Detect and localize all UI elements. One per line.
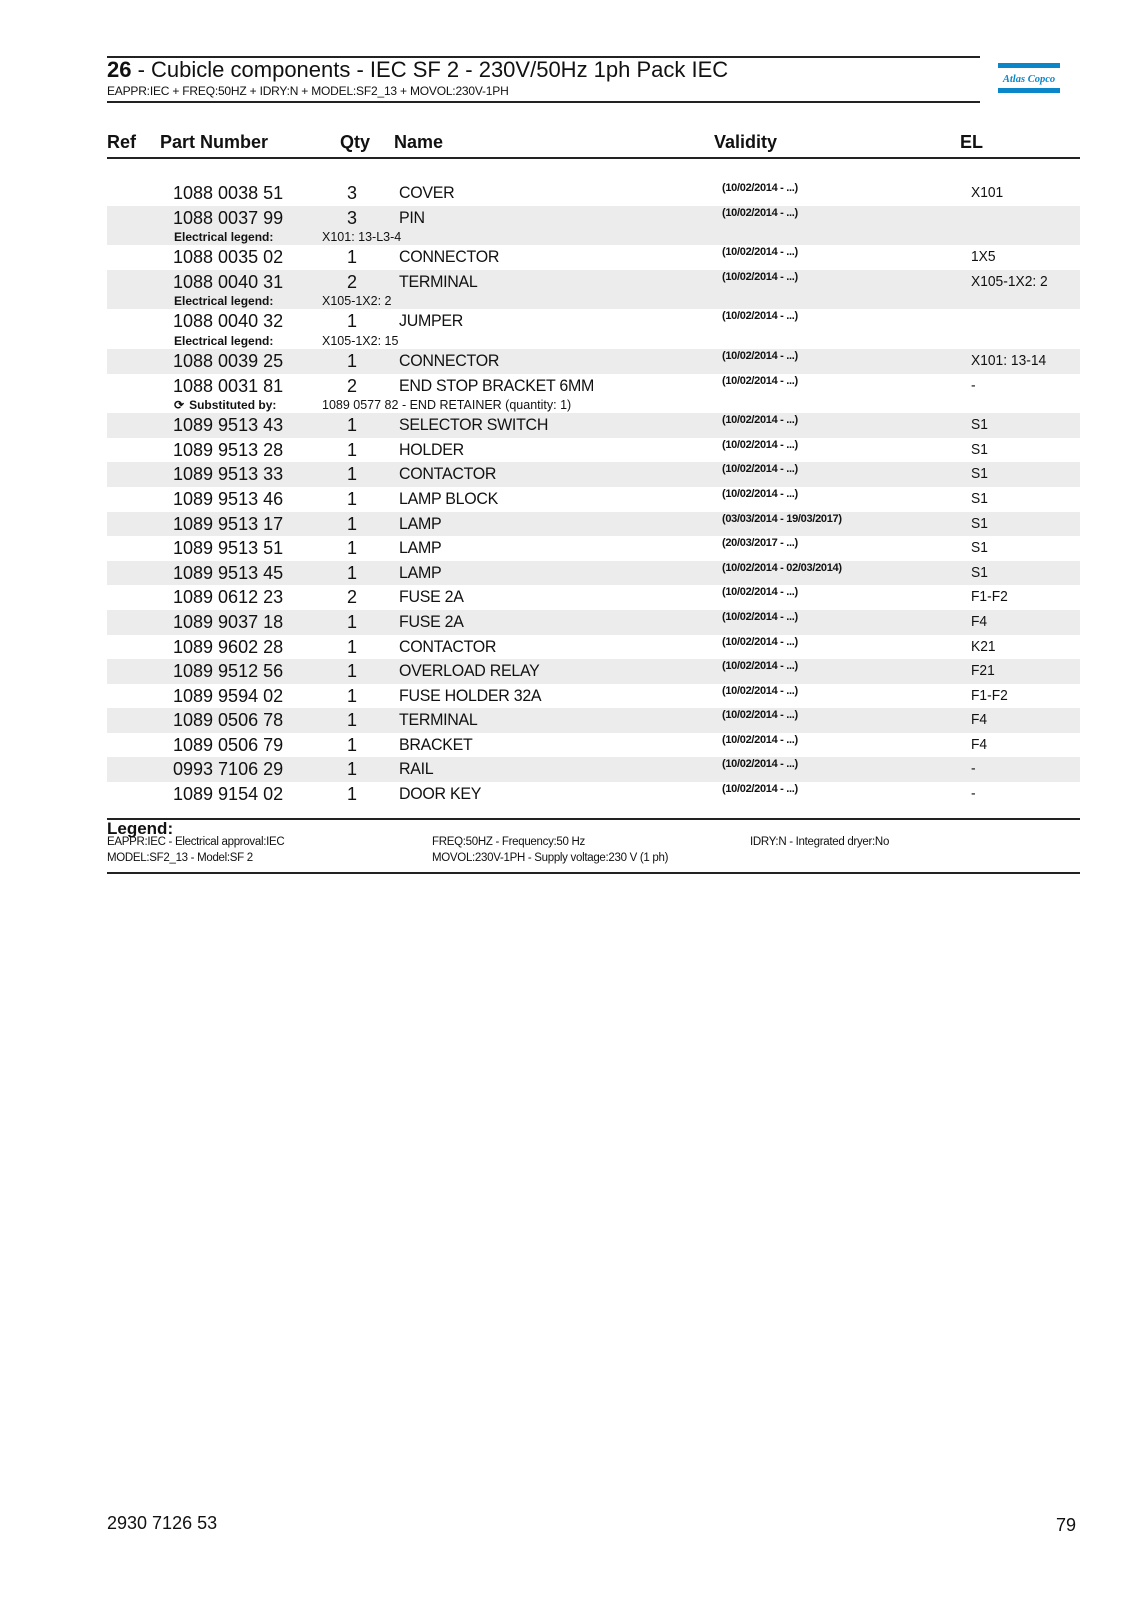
table-row	[107, 309, 1080, 349]
section-title	[107, 57, 728, 83]
name-cell: END STOP BRACKET 6MM	[399, 375, 595, 395]
table-row	[107, 733, 1080, 758]
column-header-qty: Qty	[340, 132, 371, 152]
section-title-text: - Cubicle components - IEC SF 2 - 230V/50Hz 1ph Pack IEC	[131, 57, 729, 82]
validity-cell: (10/02/2014 - ...)	[722, 182, 798, 194]
validity-cell: (10/02/2014 - ...)	[722, 733, 798, 746]
validity-cell: (10/02/2014 - ...)	[722, 246, 798, 259]
name-cell: LAMP	[399, 538, 442, 558]
table-row-main	[107, 462, 1080, 487]
validity-cell: (10/02/2014 - 02/03/2014)	[722, 561, 842, 574]
name-cell: BRACKET	[399, 734, 473, 754]
part-number-cell: 1089 9513 17	[173, 513, 284, 534]
substitution-icon: ⟳	[174, 398, 185, 413]
validity-cell: (10/02/2014 - ...)	[722, 586, 798, 599]
name-cell: FUSE 2A	[399, 587, 464, 607]
name-cell: FUSE 2A	[399, 611, 464, 631]
substitution-value: 1089 0577 82 - END RETAINER (quantity: 1)	[322, 398, 572, 413]
table-row-main	[107, 181, 1080, 206]
part-number-cell: 1089 9513 46	[173, 488, 284, 509]
table-row-main	[107, 487, 1080, 512]
part-number-cell: 1089 9513 51	[173, 538, 284, 559]
table-row-main	[107, 782, 1080, 807]
validity-cell: (10/02/2014 - ...)	[722, 684, 798, 697]
qty-cell: 1	[346, 350, 357, 371]
name-cell: PIN	[399, 207, 425, 227]
qty-cell: 1	[346, 710, 357, 731]
name-cell: FUSE HOLDER 32A	[399, 685, 542, 705]
el-cell: F4	[971, 711, 988, 729]
el-cell: 1X5	[971, 248, 996, 266]
validity-cell: (20/03/2017 - ...)	[722, 537, 798, 550]
name-cell: DOOR KEY	[399, 784, 482, 804]
electrical-legend-value: X105-1X2: 2	[322, 294, 392, 309]
validity-cell: (10/02/2014 - ...)	[722, 635, 798, 648]
legend-model: MODEL:SF2_13 - Model:SF 2	[107, 852, 253, 864]
part-number-cell: 1089 0506 78	[173, 710, 284, 731]
el-cell: X101	[971, 184, 1004, 201]
name-cell: OVERLOAD RELAY	[399, 661, 540, 681]
qty-cell: 1	[346, 415, 357, 436]
table-row	[107, 487, 1080, 512]
el-cell: F4	[971, 612, 988, 630]
validity-cell: (10/02/2014 - ...)	[722, 414, 798, 427]
name-cell: COVER	[399, 183, 455, 202]
table-row	[107, 206, 1080, 246]
table-row	[107, 684, 1080, 709]
el-cell: K21	[971, 637, 996, 655]
el-cell: -	[971, 376, 976, 394]
column-header-part-number: Part Number	[160, 132, 269, 152]
table-row-main	[107, 245, 1080, 270]
validity-cell: (10/02/2014 - ...)	[722, 206, 798, 219]
el-cell: F1-F2	[971, 588, 1008, 606]
part-number-cell: 1088 0040 31	[173, 271, 284, 292]
validity-cell: (10/02/2014 - ...)	[722, 463, 798, 476]
legend-freq: FREQ:50HZ - Frequency:50 Hz	[432, 836, 585, 848]
legend-eappr: EAPPR:IEC - Electrical approval:IEC	[107, 836, 285, 848]
part-number-cell: 1089 9513 43	[173, 415, 284, 436]
column-header-name: Name	[394, 132, 444, 152]
filter-line: EAPPR:IEC + FREQ:50HZ + IDRY:N + MODEL:SF2_13 + MOVOL:230V-1PH	[107, 84, 509, 98]
substituted-by-label	[174, 398, 276, 413]
table-row-main	[107, 438, 1080, 463]
table-row-subline	[107, 334, 1080, 349]
part-number-cell: 1089 9154 02	[173, 784, 284, 805]
column-header-el: EL	[960, 132, 984, 152]
column-header-rule	[107, 157, 1080, 159]
validity-cell: (10/02/2014 - ...)	[722, 758, 798, 771]
table-row-main	[107, 561, 1080, 586]
name-cell: JUMPER	[399, 311, 464, 331]
table-row	[107, 512, 1080, 537]
el-cell: S1	[971, 563, 988, 581]
table-row-main	[107, 309, 1080, 334]
qty-cell: 2	[346, 271, 357, 292]
qty-cell: 1	[346, 636, 357, 657]
part-number-cell: 1088 0039 25	[173, 350, 284, 371]
name-cell: CONNECTOR	[399, 350, 500, 370]
validity-cell: (10/02/2014 - ...)	[722, 270, 798, 283]
electrical-legend-label	[174, 294, 273, 309]
qty-cell: 1	[346, 685, 357, 706]
parts-table	[107, 181, 1080, 807]
part-number-cell: 1088 0037 99	[173, 207, 284, 228]
table-row	[107, 659, 1080, 684]
table-row-main	[107, 270, 1080, 295]
table-row-main	[107, 512, 1080, 537]
table-row	[107, 181, 1080, 206]
name-cell: TERMINAL	[399, 710, 478, 730]
part-number-cell: 1088 0040 32	[173, 311, 284, 332]
table-row-main	[107, 413, 1080, 438]
el-cell: S1	[971, 514, 988, 532]
sub-label-text: Electrical legend:	[174, 230, 274, 245]
el-cell: S1	[971, 416, 988, 434]
qty-cell: 1	[346, 562, 357, 583]
validity-cell: (03/03/2014 - 19/03/2017)	[722, 512, 842, 525]
name-cell: HOLDER	[399, 439, 464, 459]
el-cell: S1	[971, 489, 988, 507]
section-number: 26	[107, 57, 132, 82]
el-cell: X105-1X2: 2	[971, 272, 1048, 290]
qty-cell: 1	[346, 439, 357, 460]
table-row-main	[107, 733, 1080, 758]
validity-cell: (10/02/2014 - ...)	[722, 310, 798, 323]
electrical-legend-label	[174, 334, 273, 349]
qty-cell: 1	[346, 734, 357, 755]
electrical-legend-value: X101: 13-L3-4	[322, 230, 402, 245]
qty-cell: 1	[346, 311, 357, 332]
sub-label-text: Electrical legend:	[174, 333, 274, 348]
part-number-cell: 1089 9602 28	[173, 636, 284, 657]
validity-cell: (10/02/2014 - ...)	[722, 783, 798, 796]
table-row	[107, 245, 1080, 270]
el-cell: F21	[971, 662, 995, 680]
validity-cell: (10/02/2014 - ...)	[722, 660, 798, 673]
table-row	[107, 438, 1080, 463]
part-number-cell: 1088 0035 02	[173, 247, 284, 268]
legend-idry: IDRY:N - Integrated dryer:No	[750, 836, 890, 848]
table-row	[107, 635, 1080, 660]
table-row	[107, 561, 1080, 586]
el-cell: F4	[971, 735, 988, 753]
table-row	[107, 610, 1080, 635]
qty-cell: 2	[346, 587, 357, 608]
name-cell: CONTACTOR	[399, 636, 497, 656]
el-cell: S1	[971, 539, 988, 557]
qty-cell: 1	[346, 611, 357, 632]
table-row	[107, 462, 1080, 487]
qty-cell: 1	[346, 661, 357, 682]
part-number-cell: 1089 0506 79	[173, 734, 284, 755]
qty-cell: 3	[346, 207, 357, 228]
page-number: 79	[1056, 1515, 1077, 1535]
table-row-subline	[107, 294, 1080, 309]
part-number-cell: 1088 0038 51	[173, 183, 284, 203]
column-header-validity: Validity	[714, 132, 778, 152]
table-row	[107, 585, 1080, 610]
part-number-cell: 1088 0031 81	[173, 375, 284, 396]
validity-cell: (10/02/2014 - ...)	[722, 374, 798, 387]
validity-cell: (10/02/2014 - ...)	[722, 610, 798, 623]
table-row-main	[107, 708, 1080, 733]
validity-cell: (10/02/2014 - ...)	[722, 438, 798, 451]
qty-cell: 1	[346, 488, 357, 509]
electrical-legend-value: X105-1X2: 15	[322, 333, 399, 348]
qty-cell: 1	[346, 513, 357, 534]
table-row-main	[107, 536, 1080, 561]
logo-text: Atlas Copco	[1002, 74, 1056, 85]
table-row	[107, 349, 1080, 374]
table-row-main	[107, 349, 1080, 374]
electrical-legend-label	[174, 230, 273, 245]
el-cell: X101: 13-14	[971, 351, 1047, 369]
table-row	[107, 536, 1080, 561]
table-row-main	[107, 757, 1080, 782]
table-row-main	[107, 610, 1080, 635]
el-cell: -	[971, 760, 976, 778]
qty-cell: 1	[346, 759, 357, 780]
legend-top-rule	[107, 818, 1080, 820]
name-cell: SELECTOR SWITCH	[399, 415, 549, 435]
table-row	[107, 413, 1080, 438]
qty-cell: 1	[346, 247, 357, 268]
legend-bottom-rule	[107, 872, 1080, 874]
atlas-copco-logo	[997, 62, 1061, 94]
part-number-cell: 1089 0612 23	[173, 587, 284, 608]
table-row-main	[107, 374, 1080, 399]
legend-title: Legend:	[107, 819, 174, 838]
table-row-main	[107, 684, 1080, 709]
document-number: 2930 7126 53	[107, 1513, 218, 1533]
part-number-cell: 1089 9513 33	[173, 464, 284, 485]
el-cell: S1	[971, 465, 988, 483]
table-row-main	[107, 585, 1080, 610]
name-cell: LAMP	[399, 562, 442, 582]
table-row	[107, 782, 1080, 807]
table-row	[107, 270, 1080, 310]
part-number-cell: 1089 9512 56	[173, 661, 284, 682]
part-number-cell: 1089 9037 18	[173, 611, 284, 632]
part-number-cell: 1089 9513 28	[173, 439, 284, 460]
name-cell: TERMINAL	[399, 271, 478, 291]
table-row-subline	[107, 230, 1080, 245]
name-cell: LAMP BLOCK	[399, 488, 499, 508]
name-cell: CONNECTOR	[399, 247, 500, 267]
validity-cell: (10/02/2014 - ...)	[722, 487, 798, 500]
el-cell: S1	[971, 440, 988, 458]
name-cell: LAMP	[399, 513, 442, 533]
sub-label-text: Electrical legend:	[174, 294, 274, 309]
sub-label-text: Substituted by:	[189, 398, 277, 413]
table-row-main	[107, 659, 1080, 684]
table-row-subline	[107, 398, 1080, 413]
table-row	[107, 374, 1080, 414]
validity-cell: (10/02/2014 - ...)	[722, 349, 798, 362]
part-number-cell: 1089 9594 02	[173, 685, 284, 706]
qty-cell: 1	[346, 784, 357, 805]
legend-movol: MOVOL:230V-1PH - Supply voltage:230 V (1 ph)	[432, 852, 669, 864]
table-row	[107, 708, 1080, 733]
qty-cell: 1	[346, 464, 357, 485]
part-number-cell: 0993 7106 29	[173, 759, 284, 780]
qty-cell: 3	[346, 183, 357, 203]
name-cell: CONTACTOR	[399, 464, 497, 484]
header-bottom-rule	[107, 101, 980, 103]
validity-cell: (10/02/2014 - ...)	[722, 709, 798, 722]
table-row	[107, 757, 1080, 782]
table-row-main	[107, 206, 1080, 231]
el-cell: F1-F2	[971, 686, 1008, 704]
part-number-cell: 1089 9513 45	[173, 562, 284, 583]
name-cell: RAIL	[399, 759, 434, 779]
table-row-main	[107, 635, 1080, 660]
qty-cell: 2	[346, 375, 357, 396]
column-header-ref: Ref	[107, 132, 137, 152]
qty-cell: 1	[346, 538, 357, 559]
el-cell: -	[971, 785, 976, 803]
